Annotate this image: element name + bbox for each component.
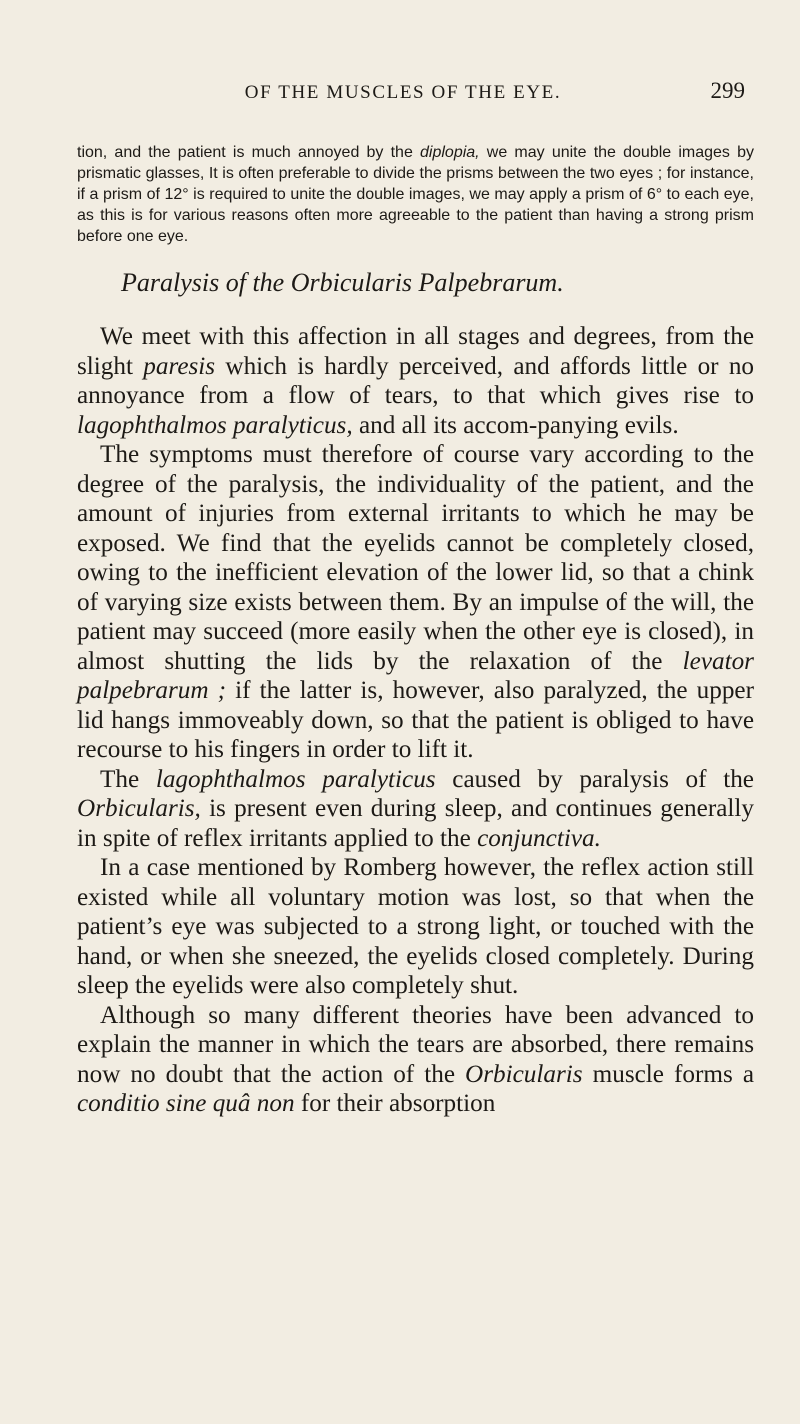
- text-segment: In a case mentioned by Romberg however, the reflex action still existed while all voluntary motion was lost, so that when the patient’s eye was subjected to a strong light, or touched with the hand, or when she sneezed, the eyelids closed completely. During sleep the eyelids were also completely shut.: [77, 854, 754, 999]
- text-segment: muscle forms a: [582, 1060, 754, 1088]
- text-segment: if the latter is, however, also paralyzed, the upper lid hangs immoveably down, so that the patient is obliged to have recourse to his fingers in order to lift it.: [77, 677, 755, 763]
- text-segment: we may unite the double images by prismatic glasses, It is often preferable to divide the prisms between the two eyes ; for instance, if a prism of 12° is required to unite the double images, we may apply a prism of 6° to each eye, as this is for various reasons often more agreeable to the patient than having a strong prism before one eye.: [77, 144, 754, 245]
- paragraph-5: [77, 1001, 754, 1119]
- text-segment: and all its accom-panying evils.: [352, 411, 679, 439]
- section-heading: Paralysis of the Orbicularis Palpebrarum.: [121, 268, 564, 297]
- text-segment: Although so many different theories have been advanced to explain the manner in which the tears are absorbed, there remains now no doubt that the action of the: [77, 1001, 754, 1088]
- italic-term: Orbicularis: [465, 1060, 583, 1088]
- italic-term: diplopia,: [420, 144, 480, 161]
- text-segment: caused by paralysis of the: [435, 765, 754, 793]
- italic-term: conditio sine quâ non: [77, 1090, 295, 1117]
- italic-term: lagophthalmos paralyticus,: [77, 411, 353, 439]
- italic-term: levator palpebrarum ;: [77, 647, 754, 704]
- italic-term: Orbicularis,: [77, 795, 201, 822]
- italic-term: conjunctiva.: [477, 824, 601, 852]
- italic-term: lagophthalmos paralyticus: [155, 765, 436, 793]
- text-segment: The symptoms must therefore of course vary according to the degree of the paralysis, the individuality of the patient, and the amount of injuries from external irritants to which he may be exposed. We find that the eyelids cannot be completely closed, owing to the inefficient elevation of the lower lid, so that a chink of varying size exists between them. By an impulse of the will, the patient may succeed (more easily when the other eye is closed), in almost shutting the lids by the relaxation of the: [77, 441, 754, 675]
- paragraph-1: [77, 322, 754, 440]
- body-text: [77, 322, 754, 1119]
- intro-paragraph: [77, 142, 754, 247]
- text-segment: which is hardly perceived, and affords little or no annoyance from a flow of tears, to that which gives rise to: [77, 352, 755, 409]
- text-segment: for their absorption: [294, 1090, 496, 1117]
- paragraph-2: [77, 440, 754, 765]
- text-segment: tion, and the patient is much annoyed by the: [77, 144, 421, 161]
- page-number: 299: [710, 78, 745, 103]
- paragraph-4: [77, 853, 754, 1001]
- text-segment: is present even during sleep, and continues generally in spite of reflex irritants applied to the: [77, 795, 754, 852]
- italic-term: paresis: [143, 352, 216, 380]
- running-head: OF THE MUSCLES OF THE EYE.: [244, 82, 562, 103]
- text-segment: We meet with this affection in all stages and degrees, from the slight: [77, 323, 754, 380]
- text-segment: The: [100, 765, 156, 793]
- paragraph-3: [77, 765, 754, 854]
